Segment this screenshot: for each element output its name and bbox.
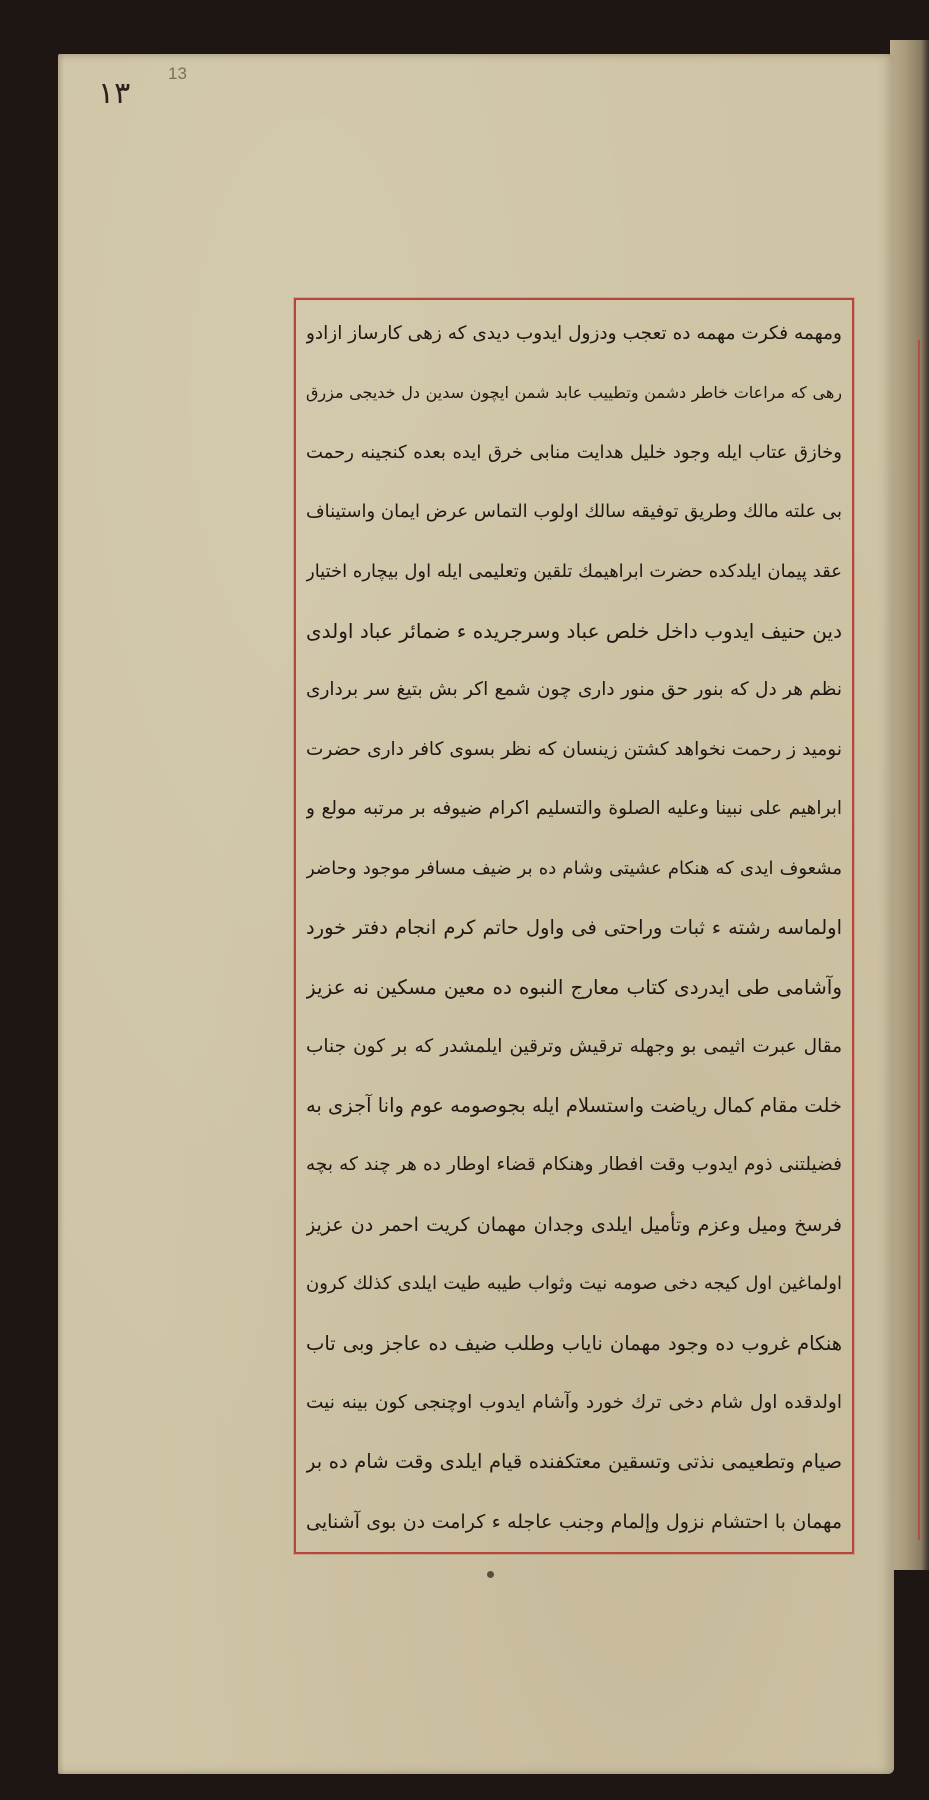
next-page-edge bbox=[890, 40, 929, 1570]
text-line-1: ومهمه فكرت مهمه ده تعجب ودزول ايدوب ديدى كه زهى كارساز ازادو bbox=[306, 323, 842, 344]
ornament-dot bbox=[487, 1571, 494, 1578]
manuscript-page bbox=[58, 54, 894, 1774]
text-line-19: اولدقده اول شام دخى ترك خورد وآشام ايدوب اوچنجى كون بينه نيت bbox=[306, 1392, 842, 1414]
text-line-8: نوميد ز رحمت نخواهد كشتن زينسان كه نظر بسوى كافر دارى حضرت bbox=[306, 738, 842, 760]
next-page-frame-line bbox=[918, 340, 920, 1540]
text-line-11: اولماسه رشته ء ثبات وراحتى فى واول حاتم كرم انجام دفتر خورد bbox=[306, 915, 842, 939]
text-line-7: نظم هر دل كه بنور حق منور دارى چون شمع اكر بش بتيغ سر بردارى bbox=[306, 679, 842, 701]
text-line-5: عقد پيمان ايلدكده حضرت ابراهيمك تلقين وتعليمى ايله اول بيچاره اختيار bbox=[306, 560, 842, 582]
text-line-12: وآشامى طى ايدردى كتاب معارج النبوه ده معين مسكين نه عزيز bbox=[306, 975, 842, 1000]
rubric-frame bbox=[294, 298, 854, 1554]
text-block bbox=[306, 312, 842, 1544]
text-line-15: فضيلتنى ذوم ايدوب وقت افطار وهنكام قضاء اوطار ده هر چند كه بچه bbox=[306, 1154, 842, 1176]
text-line-9: ابراهيم على نبينا وعليه الصلوة والتسليم اكرام ضيوفه بر مرتبه مولع و bbox=[306, 798, 842, 820]
folio-number: ١٣ bbox=[98, 76, 131, 111]
text-line-21: مهمان با احتشام نزول وإلمام وجنب عاجله ء كرامت دن بوى آشنايى bbox=[306, 1510, 842, 1533]
text-line-13: مقال عبرت اثيمى بو وجهله ترقيش وترقين ايلمشدر كه بر كون جناب bbox=[306, 1035, 842, 1057]
text-line-17: اولماغين اول كيجه دخى صومه نيت وثواب طيبه طيت ايلدى كذلك كرون bbox=[306, 1273, 842, 1295]
text-line-3: وخازق عتاب ايله وجود خليل هدايت منابى خرق ايده بعده كنجينه رحمت bbox=[306, 441, 842, 463]
text-line-6: دين حنيف ايدوب داخل خلص عباد وسرجريده ء ضمائر عباد اولدى bbox=[306, 618, 842, 643]
text-line-20: صيام وتطعيمى نذتى وتسقين معتكفنده قيام ايلدى وقت شام ده بر bbox=[306, 1450, 842, 1474]
folio-pencil-number: 13 bbox=[168, 64, 187, 83]
text-line-4: بى علته مالك وطريق توفيقه سالك اولوب التماس عرض ايمان واستيناف bbox=[306, 501, 842, 523]
text-line-18: هنكام غروب ده وجود مهمان ناياب وطلب ضيف ده عاجز وبى تاب bbox=[306, 1331, 842, 1355]
text-line-2: رهى كه مراعات خاطر دشمن وتطييب عابد شمن ايچون سدين دل خديجى مزرق bbox=[306, 383, 842, 403]
text-line-14: خلت مقام كمال رياضت واستسلام ايله بجوصومه عوم وانا آجزى به bbox=[306, 1094, 842, 1118]
text-line-10: مشعوف ايدى كه هنكام عشيتى وشام ده بر ضيف مسافر موجود وحاضر bbox=[306, 857, 842, 879]
text-line-16: فرسخ وميل وعزم وتأميل ايلدى وجدان مهمان كريت احمر دن عزيز bbox=[306, 1213, 842, 1236]
